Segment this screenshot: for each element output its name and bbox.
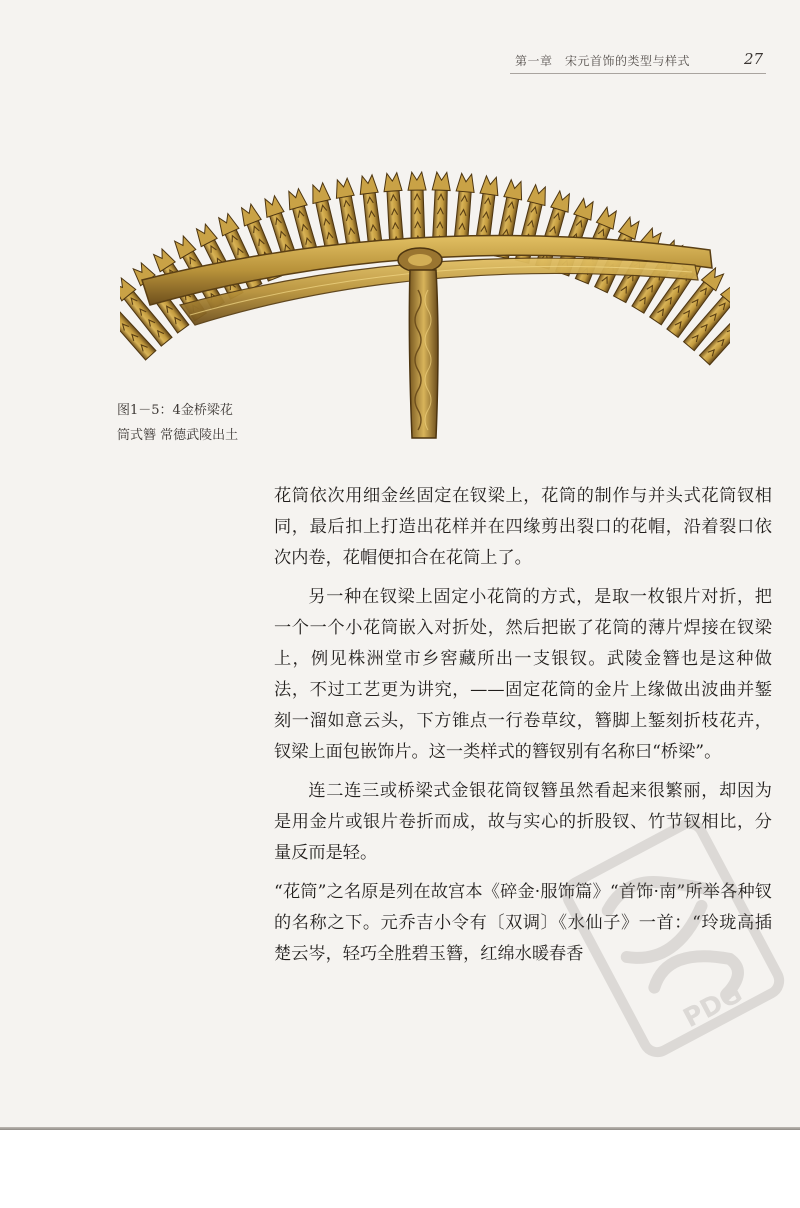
figure-caption-line-2: 筒式簪 常德武陵出土: [117, 428, 239, 443]
paragraph-4: “花筒”之名原是列在故宫本《碎金·服饰篇》“首饰·南”所举各种钗的名称之下。元乔吉小令有〔双调〕《水仙子》一首：“玲珑高插楚云岑，轻巧全胜碧玉簪，红绵水暖春香: [274, 882, 772, 964]
running-head: 第一章 宋元首饰的类型与样式: [515, 54, 691, 68]
paragraph-3: 连二连三或桥梁式金银花筒钗簪虽然看起来很繁丽，却因为是用金片或银片卷折而成，故与实心的折股钗、竹节钗相比，分量反而是轻。: [274, 781, 772, 863]
figure-caption: [117, 398, 287, 448]
page-number: 27: [744, 50, 764, 68]
library-seal-watermark: [560, 800, 800, 1080]
header-rule: [510, 73, 766, 74]
watermark-text: PDG: [678, 978, 748, 1035]
figure-caption-line-1: 图1－5：4金桥梁花: [117, 403, 233, 418]
paragraph-1: 花筒依次用细金丝固定在钗梁上，花筒的制作与并头式花筒钗相同，最后扣上打造出花样并在四缘剪出裂口的花帽，沿着裂口依次内卷，花帽便扣合在花筒上了。: [274, 486, 772, 568]
paragraph-2: 另一种在钗梁上固定小花筒的方式，是取一枚银片对折，把一个一个小花筒嵌入对折处，然后把嵌了花筒的薄片焊接在钗梁上，例见株洲堂市乡窖藏所出一支银钗。武陵金簪也是这种做法，不过工艺更为讲究，——固定花筒的金片上缘做出波曲并錾刻一溜如意云头，下方锥点一行卷草纹，簪脚上錾刻折枝花卉，钗梁上面包嵌饰片。这一类样式的簪钗别有名称曰“桥梁”。: [274, 587, 772, 762]
